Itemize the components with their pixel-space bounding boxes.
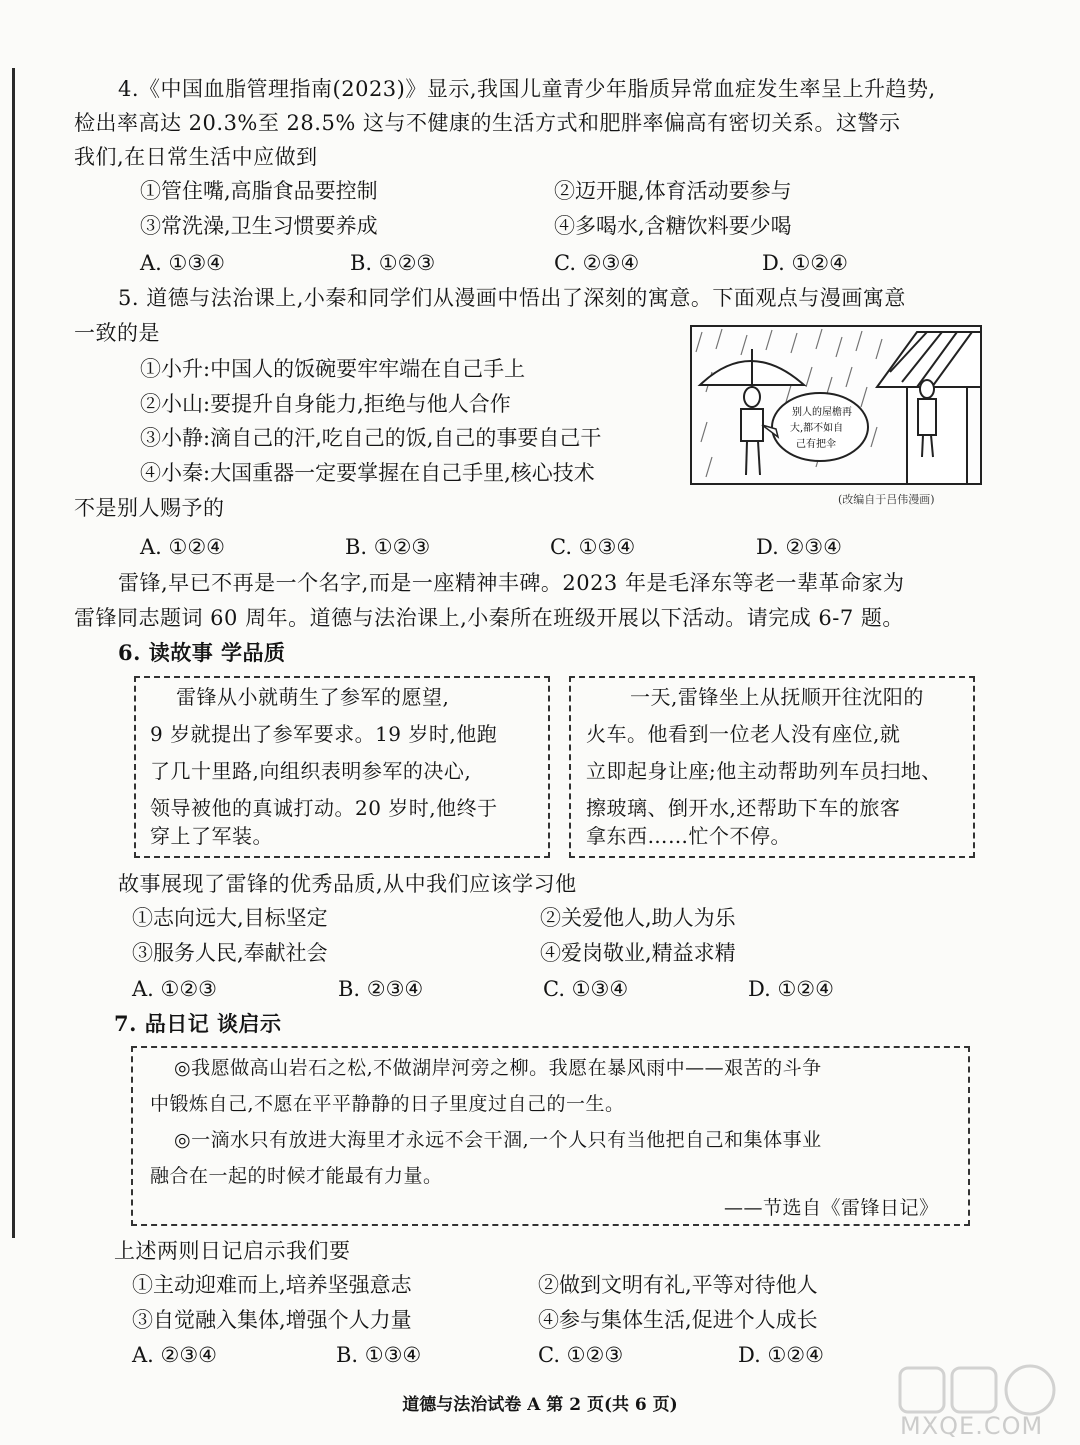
q7-diary-line3: ◎一滴水只有放进大海里才永远不会干涸,一个人只有当他把自己和集体事业 [174, 1129, 822, 1151]
q6-story1-line3: 了几十里路,向组织表明参军的决心, [150, 759, 472, 783]
person-with-umbrella-icon [741, 387, 763, 475]
q7-choice-a: A. ②③④ [132, 1343, 217, 1367]
bubble-line-1: 别人的屋檐再 [792, 407, 852, 418]
q6-item-4: ④爱岗敬业,精益求精 [540, 941, 736, 965]
watermark-text: MXQE.COM [900, 1412, 1044, 1440]
q6-story2-line1: 一天,雷锋坐上从抚顺开往沈阳的 [630, 685, 924, 709]
q7-item-4: ④参与集体生活,促进个人成长 [538, 1308, 818, 1332]
q7-item-3: ③自觉融入集体,增强个人力量 [132, 1308, 412, 1332]
q4-item-1: ①管住嘴,高脂食品要控制 [140, 179, 378, 203]
q6-item-3: ③服务人民,奉献社会 [132, 941, 328, 965]
q4-stem-line3: 我们,在日常生活中应做到 [74, 145, 318, 169]
q6-choice-c: C. ①③④ [543, 977, 629, 1001]
q6-story2-line3: 立即起身让座;他主动帮助列车员扫地、 [586, 759, 942, 783]
q6-item-2: ②关爱他人,助人为乐 [540, 906, 736, 930]
q4-stem-line2: 检出率高达 20.3%至 28.5% 这与不健康的生活方式和肥胖率偏高有密切关系。这警示 [74, 111, 901, 135]
q4-item-4: ④多喝水,含糖饮料要少喝 [554, 214, 792, 238]
q5-item-2: ②小山:要提升自身能力,拒绝与他人合作 [140, 392, 511, 416]
q6-story1-line2: 9 岁就提出了参军要求。19 岁时,他跑 [150, 722, 498, 746]
q6-choice-d: D. ①②④ [748, 977, 834, 1001]
q6-title: 6. 读故事 学品质 [118, 640, 286, 665]
q6-story2-line5: 拿东西……忙个不停。 [586, 824, 791, 848]
q5-choice-a: A. ①②④ [140, 535, 225, 559]
q4-choice-d: D. ①②④ [762, 251, 848, 275]
q4-choice-a: A. ①③④ [140, 251, 225, 275]
page-footer: 道德与法治试卷 A 第 2 页(共 6 页) [402, 1395, 678, 1415]
q5-item-4-continued: 不是别人赐予的 [74, 496, 225, 520]
q4-item-3: ③常洗澡,卫生习惯要养成 [140, 214, 378, 238]
q4-choice-c: C. ②③④ [554, 251, 640, 275]
q6-choice-b: B. ②③④ [338, 977, 424, 1001]
cartoon-illustration [690, 325, 982, 485]
q7-choice-b: B. ①③④ [336, 1343, 422, 1367]
cartoon-drawing [692, 327, 982, 485]
q7-title: 7. 品日记 谈启示 [114, 1011, 282, 1036]
bubble-line-2: 大,都不如自 [790, 423, 844, 434]
q5-item-4: ④小秦:大国重器一定要掌握在自己手里,核心技术 [140, 461, 595, 485]
watermark-icon [880, 1360, 1080, 1420]
q7-diary-line2: 中锻炼自己,不愿在平平静静的日子里度过自己的一生。 [150, 1093, 625, 1115]
q5-item-3: ③小静:滴自己的汗,吃自己的饭,自己的事要自己干 [140, 426, 602, 450]
q7-choice-d: D. ①②④ [738, 1343, 824, 1367]
q7-diary-line4: 融合在一起的时候才能最有力量。 [150, 1165, 443, 1187]
q4-item-2: ②迈开腿,体育活动要参与 [554, 179, 792, 203]
q6-story2-line4: 擦玻璃、倒开水,还帮助下车的旅客 [586, 796, 901, 820]
cartoon-caption: (改编自于吕伟漫画) [838, 493, 935, 506]
q7-choice-c: C. ①②③ [538, 1343, 624, 1367]
binding-line [12, 68, 15, 1238]
bubble-line-3: 己有把伞 [796, 439, 836, 450]
q7-question: 上述两则日记启示我们要 [114, 1239, 351, 1263]
q6-story1-line5: 穿上了军装。 [150, 824, 273, 848]
q7-item-2: ②做到文明有礼,平等对待他人 [538, 1273, 818, 1297]
q5-stem-line1: 5. 道德与法治课上,小秦和同学们从漫画中悟出了深刻的寓意。下面观点与漫画寓意 [118, 286, 906, 310]
q5-stem-line2: 一致的是 [74, 321, 160, 345]
q7-diary-source: ——节选自《雷锋日记》 [724, 1197, 939, 1219]
q5-choice-d: D. ②③④ [756, 535, 842, 559]
q4-choice-b: B. ①②③ [350, 251, 436, 275]
intro-line2: 雷锋同志题词 60 周年。道德与法治课上,小秦所在班级开展以下活动。请完成 6-7 题。 [74, 606, 904, 630]
q6-item-1: ①志向远大,目标坚定 [132, 906, 328, 930]
q6-story1-line4: 领导被他的真诚打动。20 岁时,他终于 [150, 796, 498, 820]
q7-item-1: ①主动迎难而上,培养坚强意志 [132, 1273, 412, 1297]
q6-choice-a: A. ①②③ [132, 977, 217, 1001]
q5-choice-b: B. ①②③ [345, 535, 431, 559]
q7-diary-line1: ◎我愿做高山岩石之松,不做湖岸河旁之柳。我愿在暴风雨中——艰苦的斗争 [174, 1057, 822, 1079]
q6-story2-line2: 火车。他看到一位老人没有座位,就 [586, 722, 901, 746]
q5-choice-c: C. ①③④ [550, 535, 636, 559]
q4-stem-line1: 4.《中国血脂管理指南(2023)》显示,我国儿童青少年脂质异常血症发生率呈上升趋势, [118, 77, 936, 101]
watermark-logo [880, 1360, 1080, 1445]
intro-line1: 雷锋,早已不再是一个名字,而是一座精神丰碑。2023 年是毛泽东等老一辈革命家为 [118, 571, 905, 595]
q6-question: 故事展现了雷锋的优秀品质,从中我们应该学习他 [118, 872, 577, 896]
q5-item-1: ①小升:中国人的饭碗要牢牢端在自己手上 [140, 357, 526, 381]
q6-story1-line1: 雷锋从小就萌生了参军的愿望, [176, 685, 450, 709]
